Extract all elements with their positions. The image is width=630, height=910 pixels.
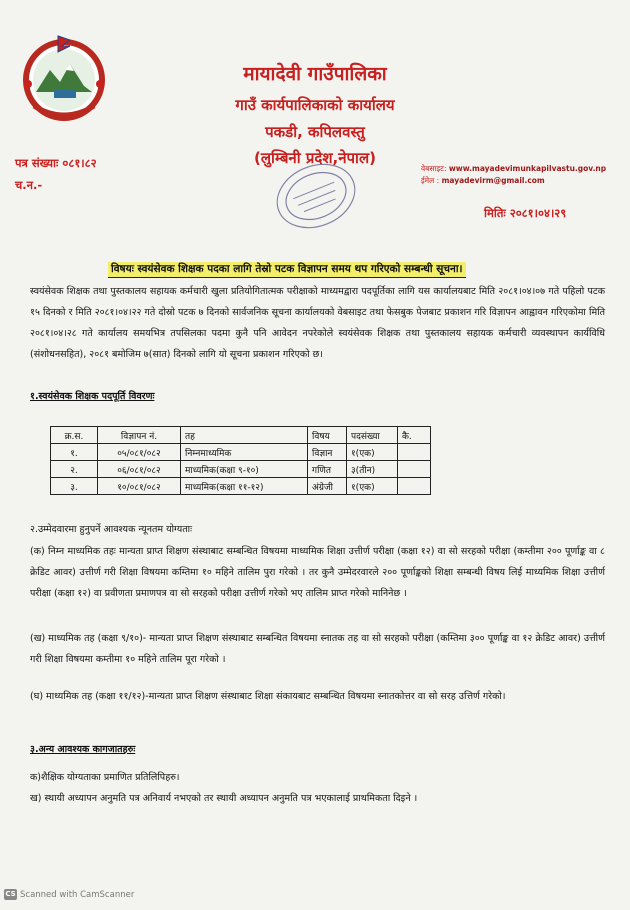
website-line: वेबसाइट: www.mayadevimunkapilvastu.gov.np bbox=[421, 164, 607, 173]
cell-level: माध्यमिक(कक्षा ११-१२) bbox=[181, 478, 308, 495]
qualification-higher-secondary: (घ) माध्यमिक तह (कक्षा ११/१२)-मान्यता प्राप्त शिक्षण संस्थाबाट शिक्षा संकायबाट सम्बन्धित विषयमा स्नातकोत्तर वा सो सरह उत्तिर्ण गरेको। bbox=[30, 691, 506, 702]
email-line: ईमेल : mayadevirm@gmail.com bbox=[421, 176, 545, 185]
cell-ad-no: ०६/०८१/०८२ bbox=[98, 461, 181, 478]
cell-posts: १(एक) bbox=[347, 444, 398, 461]
cell-ad-no: १०/०८१/०८२ bbox=[98, 478, 181, 495]
camscanner-logo-icon: CS bbox=[5, 890, 16, 898]
cell-sn: ३. bbox=[51, 478, 98, 495]
section-posts-title: १.स्वयंसेवक शिक्षक पदपूर्ति विवरणः bbox=[30, 391, 155, 402]
cell-sn: २. bbox=[51, 461, 98, 478]
qualification-lower-secondary: (क) निम्न माध्यमिक तहः मान्यता प्राप्त शिक्षण संस्थाबाट सम्बन्धित विषयमा माध्यमिक शिक्षा उत्तीर्ण परीक्षा (कक्षा १२) वा सो सरहको परीक्षा (कम्तीमा २०० पूर्णाङ्क वा ८ क्रेडिट आवर) उत्तीर्ण गरी शिक्षा विषयमा कम्तिमा १० महिने तालिम पुरा गरेको । तर कुनै उम्मेदरवारले २०० पूर्णाङ्कको शिक्षा सम्बन्धी विषय लिई माध्यमिक शिक्षा उत्तीर्ण परीक्षा (कक्षा १२) वा प्रवीणता प्रमाणपत्र वा सो सरहको परीक्षा उत्तीर्ण गरेको भए तालिम प्राप्त गरेको मानिनेछ । bbox=[30, 546, 605, 599]
notice-date: मितिः २०८१।०४।२९ bbox=[484, 206, 567, 220]
office-subtitle: गाउँ कार्यपालिकाको कार्यालय bbox=[235, 96, 395, 114]
website-url[interactable]: www.mayadevimunkapilvastu.gov.np bbox=[448, 164, 607, 173]
col-sn: क्र.स. bbox=[51, 427, 98, 444]
col-remarks: कै. bbox=[398, 427, 431, 444]
table-header-row bbox=[51, 427, 431, 444]
patra-sankhya: पत्र संख्याः ०८१।८२ bbox=[15, 156, 97, 170]
table-row bbox=[51, 444, 431, 461]
cell-level: माध्यमिक(कक्षा ९-१०) bbox=[181, 461, 308, 478]
cell-sn: १. bbox=[51, 444, 98, 461]
cell-remarks bbox=[398, 444, 431, 461]
cell-subject: विज्ञान bbox=[308, 444, 347, 461]
col-ad-no: विज्ञापन नं. bbox=[98, 427, 181, 444]
nepal-emblem-icon bbox=[14, 34, 114, 122]
office-address: पकडी, कपिलवस्तु bbox=[265, 123, 365, 141]
scanner-text: Scanned with CamScanner bbox=[20, 889, 135, 900]
cell-remarks bbox=[398, 478, 431, 495]
cell-subject: गणित bbox=[308, 461, 347, 478]
website-label: वेबसाइट bbox=[421, 164, 444, 173]
col-subject: विषय bbox=[308, 427, 347, 444]
email-label: ईमेल bbox=[421, 176, 435, 185]
qualification-secondary: (ख) माध्यमिक तह (कक्षा ९/१०)- मान्यता प्राप्त शिक्षण संस्थाबाट सम्बन्धित विषयमा स्नातक तह वा सो सरहको परीक्षा (कम्तिमा ३०० पूर्णाङ्क वा १२ क्रेडिट आवर) उत्तीर्ण गरी शिक्षा विषयमा कम्तीमा १० महिने तालिम पूरा गरेको । bbox=[30, 633, 605, 665]
posts-table bbox=[50, 426, 431, 495]
cell-level: निम्नमाध्यमिक bbox=[181, 444, 308, 461]
intro-paragraph: स्वयंसेवक शिक्षक तथा पुस्तकालय सहायक कर्मचारी खुला प्रतियोगितात्मक परीक्षाको माध्यमद्वारा पदपूर्तिका लागि यस कार्यालयबाट मिति २०८१।०४।०७ गते पहिलो पटक १५ दिनको र मिति २०८१।०४।२२ गते दोस्रो पटक ७ दिनको सार्वजनिक सूचना कार्यालयको वेबसाइट तथा फेसबुक पेजबाट प्रकाशन गरि विज्ञापन आह्वावन गरिएकोमा मिति २०८१।०४।२८ गते कार्यालय समयभित्र तपसिलका पदमा कुनै पनि आवेदन नपरेकोले स्वयंसेवक शिक्षक तथा पुस्तकालय सहायक कर्मचारी व्यवस्थापन कार्यविधि (संशोधनसहित), २०८१ बमोजिम ७(सात) दिनको लागि यो सूचना प्रकाशन गरिएको छ। bbox=[30, 286, 605, 360]
office-province: (लुम्बिनी प्रदेश,नेपाल) bbox=[254, 149, 376, 167]
scanner-watermark bbox=[4, 889, 134, 900]
email-address[interactable]: mayadevirm@gmail.com bbox=[441, 176, 545, 185]
office-name: मायादेवी गाउँपालिका bbox=[243, 63, 387, 85]
cell-subject: अंग्रेजी bbox=[308, 478, 347, 495]
cell-remarks bbox=[398, 461, 431, 478]
cell-posts: १(एक) bbox=[347, 478, 398, 495]
document-item-2: ख) स्थायी अध्यापन अनुमति पत्र अनिवार्य नभएको तर स्थायी अध्यापन अनुमति पत्र भएकालाई प्राथमिकता दिइने । bbox=[30, 793, 418, 804]
document-item-1: क)शैक्षिक योग्यताका प्रमाणित प्रतिलिपिहरु। bbox=[30, 772, 180, 783]
col-level: तह bbox=[181, 427, 308, 444]
office-stamp-icon bbox=[266, 156, 366, 236]
section-documents-title: ३.अन्य आवश्यक कागजातहरुः bbox=[30, 744, 136, 755]
cell-posts: ३(तीन) bbox=[347, 461, 398, 478]
cell-ad-no: ०५/०८१/०८२ bbox=[98, 444, 181, 461]
col-posts: पदसंख्या bbox=[347, 427, 398, 444]
chalani-number: च.न.- bbox=[15, 178, 43, 192]
table-row bbox=[51, 461, 431, 478]
subject-line: विषयः स्वयंसेवक शिक्षक पदका लागि तेस्रो पटक विज्ञापन समय थप गरिएको सम्बन्धी सूचना। bbox=[108, 262, 466, 278]
section-qualifications-title: २.उम्मेदवारमा हुनुपर्ने आवश्यक न्यूनतम योग्यताः bbox=[30, 524, 193, 535]
table-row bbox=[51, 478, 431, 495]
